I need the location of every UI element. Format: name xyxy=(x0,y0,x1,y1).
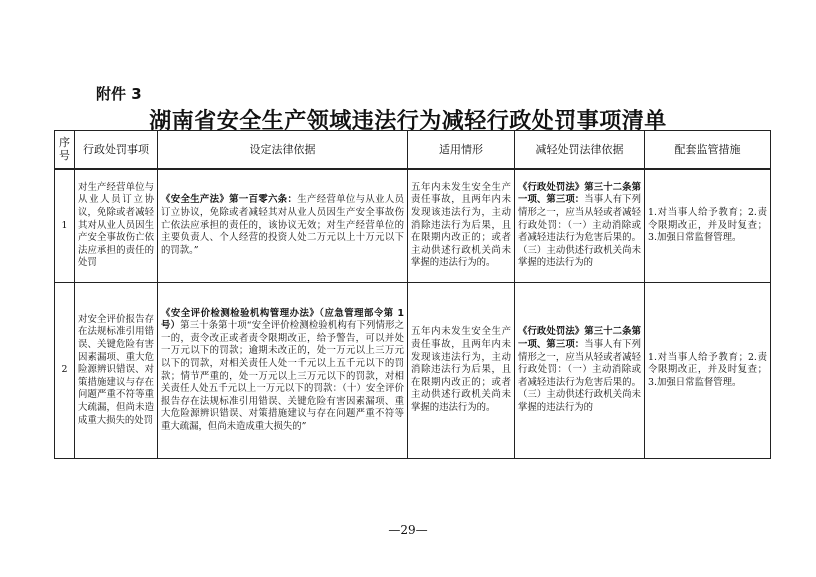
row-seq: 1 xyxy=(55,169,75,283)
reduce-citation: 《行政处罚法》第三十二条第一项、第三项： xyxy=(518,181,641,206)
table-row xyxy=(55,283,771,459)
reduce-citation: 《行政处罚法》第三十二条第一项、第三项： xyxy=(518,326,641,351)
row-situation: 五年内未发生安全生产责任事故，且两年内未发现该违法行为，主动消除违法行为后果，且在限期内改正的；或者主动供述行政机关尚未掌握的违法行为的。 xyxy=(408,169,515,283)
row-situation: 五年内未发生安全生产责任事故，且两年内未发现该违法行为，主动消除违法行为后果，且在限期内改正的；或者主动供述行政机关尚未掌握的违法行为的。 xyxy=(408,283,515,459)
header-situation: 适用情形 xyxy=(408,131,515,169)
header-reduce-basis: 减轻处罚法律依据 xyxy=(515,131,645,169)
header-measures: 配套监管措施 xyxy=(645,131,771,169)
page-number: —29— xyxy=(388,523,428,537)
basis-citation: 《安全生产法》第一百零六条： xyxy=(161,194,298,206)
basis-text: 生产经营单位与从业人员订立协议，免除或者减轻其对从业人员因生产安全事故伤亡依法应承担的责任的，该协议无效；对生产经营单位的主要负责人、个人经营的投资人处二万元以上十万元以下的罚款。” xyxy=(161,194,404,256)
attachment-label: 附件 3 xyxy=(96,85,142,103)
row-basis xyxy=(158,283,408,459)
header-basis: 设定法律依据 xyxy=(158,131,408,169)
row-reduce-basis xyxy=(515,283,645,459)
document-title: 湖南省安全生产领域违法行为减轻行政处罚事项清单 xyxy=(149,108,667,134)
reduce-text: 当事人有下列情形之一，应当从轻或者减轻行政处罚：（一）主动消除或者减轻违法行为危害后果的。（三）主动供述行政机关尚未掌握的违法行为的 xyxy=(518,339,641,413)
reduce-text: 当事人有下列情形之一，应当从轻或者减轻行政处罚：（一）主动消除或者减轻违法行为危害后果的。（三）主动供述行政机关尚未掌握的违法行为的 xyxy=(518,194,641,269)
row-seq: 2 xyxy=(55,283,75,459)
row-measures: 1.对当事人给予教育；2.责令限期改正，并及时复查；3.加强日常监督管理。 xyxy=(645,169,771,283)
penalty-table xyxy=(54,130,771,459)
row-matter: 对安全评价报告存在法规标准引用错误、关键危险有害因素漏项、重大危险源辨识错误、对策措施建议与存在问题严重不符等重大疏漏，但尚未造成重大损失的处罚 xyxy=(75,283,158,459)
header-matter: 行政处罚事项 xyxy=(75,131,158,169)
table-row xyxy=(55,169,771,283)
row-matter: 对生产经营单位与从业人员订立协议，免除或者减轻其对从业人员因生产安全事故伤亡依法应承担的责任的处罚 xyxy=(75,169,158,283)
row-reduce-basis xyxy=(515,169,645,283)
basis-citation: 《安全评价检测检验机构管理办法》（应急管理部令第 1 号） xyxy=(161,307,404,332)
basis-text: 第三十条第十项“安全评价检测检验机构有下列情形之一的，责令改正或者责令限期改正，给予警告，可以并处一万元以下的罚款；逾期未改正的，处一万元以上三万元以下的罚款，对相关责任人处一千元以上五千元以下的罚款；情节严重的，处一万元以上三万元以下的罚款，对相关责任人处五千元以上一万元以下的罚款：（十）安全评价报告存在法规标准引用错误、关键危险有害因素漏项、重大危险源辨识错误、对策措施建议与存在问题严重不符等重大疏漏，但尚未造成重大损失的” xyxy=(161,320,404,432)
header-seq: 序号 xyxy=(55,131,75,169)
row-basis xyxy=(158,169,408,283)
header-row xyxy=(55,131,771,169)
row-measures: 1.对当事人给予教育；2.责令限期改正，并及时复查；3.加强日常监督管理。 xyxy=(645,283,771,459)
